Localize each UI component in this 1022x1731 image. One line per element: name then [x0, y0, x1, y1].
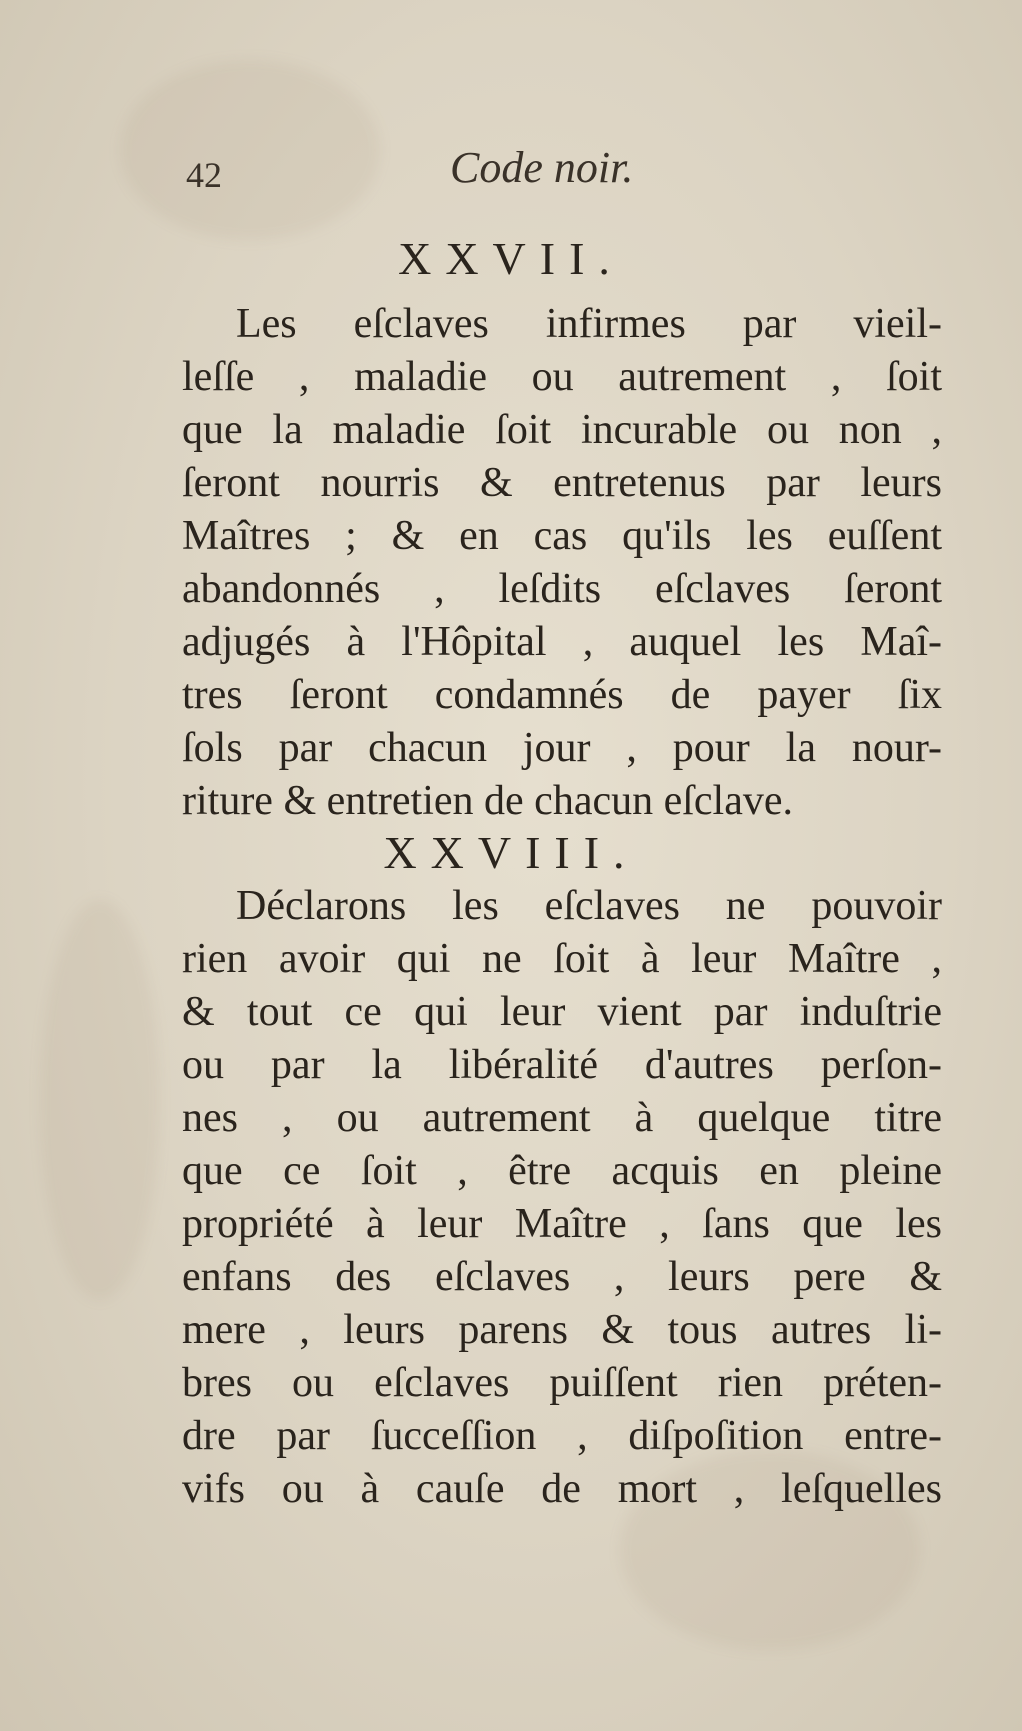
running-title: Code noir. [450, 143, 634, 192]
text-line: rien avoir qui ne ſoit à leur Maître , [182, 936, 942, 982]
text-line: tres ſeront condamnés de payer ſix [182, 672, 942, 718]
article-heading: XXVII. [398, 233, 624, 284]
text-line: vifs ou à cauſe de mort , leſquelles [182, 1466, 942, 1512]
text-line: Déclarons les eſclaves ne pouvoir [236, 883, 942, 929]
text-line: adjugés à l'Hôpital , auquel les Maî- [182, 619, 942, 665]
text-line: leſſe , maladie ou autrement , ſoit [182, 354, 942, 400]
article-text [182, 298, 942, 828]
text-line: ſeront nourris & entretenus par leurs [182, 460, 942, 506]
page-header [180, 142, 940, 202]
text-line: Maîtres ; & en cas qu'ils les euſſent [182, 513, 942, 559]
text-line: ſols par chacun jour , pour la nour- [182, 725, 942, 771]
text-line: dre par ſucceſſion , diſpoſition entre- [182, 1413, 942, 1459]
page-number: 42 [186, 155, 222, 195]
text-line: nes , ou autrement à quelque titre [182, 1095, 942, 1141]
text-line: abandonnés , leſdits eſclaves ſeront [182, 566, 942, 612]
text-line: mere , leurs parens & tous autres li- [182, 1307, 942, 1353]
text-line: riture & entretien de chacun eſclave. [182, 778, 794, 824]
text-line: Les eſclaves infirmes par vieil- [236, 301, 942, 347]
text-line: que ce ſoit , être acquis en pleine [182, 1148, 942, 1194]
text-line: ou par la libéralité d'autres perſon- [182, 1042, 942, 1088]
text-line: que la maladie ſoit incurable ou non , [182, 407, 942, 453]
text-line: enfans des eſclaves , leurs pere & [182, 1254, 942, 1300]
text-line: propriété à leur Maître , ſans que les [182, 1201, 942, 1247]
article-heading: XXVIII. [383, 827, 639, 878]
text-line: bres ou eſclaves puiſſent rien préten- [182, 1360, 942, 1406]
paper-stain [40, 900, 160, 1300]
article-text [182, 880, 942, 1516]
text-line: & tout ce qui leur vient par induſtrie [182, 989, 942, 1035]
